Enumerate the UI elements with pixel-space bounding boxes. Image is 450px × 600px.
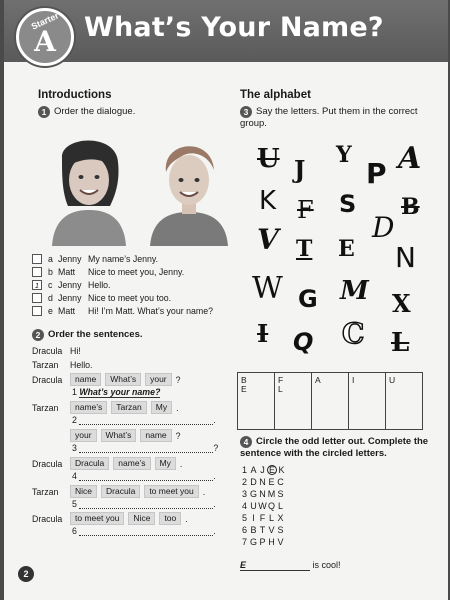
table-cell: L [278,384,283,394]
row-number: 7 [241,537,247,547]
odd-letter[interactable]: J [260,465,265,475]
dialogue-speaker: Matt [58,306,76,316]
exercise-4-text: Circle the odd letter out. Complete the sentence with the circled letters. [240,436,429,459]
exercise-3-text: Say the letters. Put them in the correct group. [240,106,418,129]
dialogue-row [32,292,171,304]
alphabet-letter: B [401,194,420,220]
dialogue-line: Nice to meet you too. [88,293,172,303]
alphabet-letter: S [339,190,357,218]
exercise-2-number: 2 [32,329,44,341]
alphabet-letter: K [259,186,277,216]
exercise-1-text: Order the dialogue. [54,106,136,117]
word-chip[interactable]: My [151,401,172,414]
word-chip[interactable]: What’s [105,373,141,386]
dialogue-line: Hello. [88,280,111,290]
answer-blank[interactable] [79,535,213,536]
workbook-page [4,0,448,600]
sentence-end-mark: . [202,486,206,497]
odd-letter-row [240,525,285,536]
answer-number: 1 [72,387,77,397]
odd-letter[interactable]: N [259,489,266,499]
alphabet-letter: U [257,144,280,174]
badge-ring-text: Starter [29,10,61,32]
odd-letter[interactable]: E [268,477,275,487]
odd-letter[interactable]: S [277,525,284,535]
sentence-end: is cool! [312,560,341,570]
sentence-row [32,512,188,525]
odd-letter[interactable]: M [267,489,276,499]
word-chip[interactable]: your [145,373,172,386]
order-box[interactable] [32,306,42,316]
odd-letter[interactable]: V [277,537,284,547]
speaker-name: Dracula [32,458,63,469]
answer-line-1 [72,387,160,397]
answer-end-mark: . [213,499,216,509]
word-chip[interactable]: your [70,429,97,442]
odd-letter[interactable]: L [268,513,274,523]
order-box[interactable] [32,267,42,277]
order-box[interactable] [32,254,42,264]
alphabet-letter: W [252,271,283,306]
answer-number: 2 [72,415,77,425]
odd-letter[interactable]: Q [267,501,275,511]
answer-line-5[interactable] [72,499,216,509]
table-header-cell: A [312,373,349,430]
odd-letter-row [240,465,286,476]
word-chip[interactable]: Dracula [101,485,140,498]
answer-end-mark: ? [213,443,219,453]
odd-letter[interactable]: L [277,501,283,511]
introductions-heading: Introductions [38,89,112,101]
answer-blank[interactable] [79,452,213,453]
alphabet-letter: M [340,276,369,306]
dialogue-speaker: Jenny [58,254,82,264]
alphabet-letter: G [298,285,318,313]
table-cell: E [241,384,247,394]
exercise-4-number: 4 [240,436,252,448]
odd-letter[interactable]: G [249,537,257,547]
word-chip[interactable]: What’s [101,429,137,442]
odd-letter[interactable]: E [268,465,275,475]
word-chip[interactable]: name’s [113,457,150,470]
alphabet-letter: Q [293,328,314,356]
dialogue-letter: e [48,306,53,316]
sentence-end-mark: ? [175,430,181,441]
row-number: 6 [241,525,247,535]
word-chip[interactable]: name [70,373,101,386]
speaker-name: Tarzan [32,359,59,370]
answer-number: 3 [72,443,77,453]
dialogue-speaker: Jenny [58,293,82,303]
odd-letter[interactable]: X [277,513,284,523]
dialogue-row [32,266,184,278]
answer-end-mark: . [213,526,216,536]
alphabet-letter: C [342,317,365,350]
alphabet-heading: The alphabet [240,89,311,101]
exercise-2-text: Order the sentences. [48,329,143,340]
table-header-cell: F [275,373,312,430]
odd-letter[interactable]: W [258,501,267,511]
example-answer: What’s your name? [79,387,161,397]
speaker-name: Dracula [32,374,63,385]
odd-letter[interactable]: I [252,513,255,523]
word-chip[interactable]: My [155,457,176,470]
alphabet-letter: P [366,157,387,190]
odd-letter[interactable]: S [277,489,284,499]
title-banner [4,0,448,62]
boy-photo [146,130,232,246]
word-chip[interactable]: Nice [70,485,97,498]
alphabet-letter: I [257,319,269,348]
table-header-cell: U [386,373,423,430]
word-chip[interactable]: too [159,512,181,525]
alphabet-letter: N [395,241,416,274]
speaker-name: Tarzan [32,486,59,497]
answer-end-mark: . [213,471,216,481]
row-number: 4 [241,501,247,511]
odd-letter[interactable]: D [250,477,257,487]
word-chip[interactable]: name’s [70,401,107,414]
girl-photo [46,130,132,246]
letter-groups-table [237,372,423,430]
alphabet-letter: T [296,236,313,262]
speaker-name: Dracula [32,513,63,524]
speaker-name: Dracula [32,345,63,356]
dialogue-speaker: Jenny [58,280,82,290]
odd-letter[interactable]: N [259,477,266,487]
table-header-cell: I [349,373,386,430]
word-chip[interactable]: Nice [128,512,155,525]
odd-letter[interactable]: H [268,537,275,547]
alphabet-letter: D [372,211,395,244]
alphabet-letter: X [392,289,411,318]
odd-letter[interactable]: P [259,537,266,547]
dialogue-line: Nice to meet you, Jenny. [88,267,185,277]
alphabet-letter: F [297,196,314,224]
dialogue-line: My name’s Jenny. [88,254,159,264]
alphabet-letter: L [391,328,410,358]
dialogue-line: Hi! I’m Matt. What’s your name? [88,306,213,316]
answer-number: 4 [72,471,77,481]
answer-number: 6 [72,526,77,536]
alphabet-letter: J [294,155,306,184]
dialogue-letter: b [48,267,53,277]
sentence-end-mark: ? [175,374,181,385]
answer-number: 5 [72,499,77,509]
odd-letter-row [240,489,285,500]
exercise-3-number: 3 [240,106,252,118]
exercise-2-instruction [32,329,143,341]
sentence-text: Hello. [70,359,93,370]
odd-letter[interactable]: T [259,525,266,535]
dialogue-row [32,253,158,265]
sentence-text: Hi! [70,345,81,356]
answer-blank[interactable] [79,424,213,425]
dialogue-speaker: Matt [58,267,76,277]
sentence-end-mark: . [179,458,183,469]
sentence-row [32,344,81,357]
sentence-row [32,457,182,470]
answer-end-mark: . [213,415,216,425]
dialogue-letter: a [48,254,53,264]
row-number: 2 [241,477,247,487]
final-sentence [240,560,341,571]
dialogue-row [32,279,111,291]
sentence-row [32,401,179,414]
odd-letter[interactable]: U [250,501,257,511]
odd-letter[interactable]: C [277,477,284,487]
odd-letter[interactable]: B [250,525,257,535]
odd-letter[interactable]: K [278,465,285,475]
word-chip[interactable]: name [140,429,171,442]
alphabet-letter: E [338,236,355,262]
sentence-end-mark: . [185,513,188,524]
row-number: 3 [241,489,247,499]
row-number: 5 [241,513,247,523]
word-chip[interactable]: to meet you [144,485,198,498]
sentence-answer-blank[interactable]: E [240,560,310,571]
sentence-row [32,358,93,371]
sentence-row [32,373,181,386]
answer-line-3[interactable] [72,443,218,453]
answer-line-2[interactable] [72,415,216,425]
badge-letter: A [34,25,56,58]
table-header-cell: B [238,373,275,430]
answer-line-4[interactable] [72,471,216,481]
exercise-4-instruction [240,436,434,460]
exercise-1-number: 1 [38,106,50,118]
odd-letter[interactable]: F [259,513,266,523]
answer-blank[interactable] [79,480,213,481]
alphabet-letter: A [398,141,422,176]
page-title: What’s Your Name? [84,12,384,43]
sentence-row [32,485,205,498]
odd-letter-row [240,477,285,488]
exercise-3-instruction [240,106,430,130]
page-number: 2 [18,566,34,582]
odd-letter[interactable]: V [268,525,275,535]
word-chip[interactable]: Dracula [70,457,109,470]
odd-letter-row [240,501,285,512]
answer-blank[interactable] [79,508,213,509]
speaker-name: Tarzan [32,402,59,413]
dialogue-letter: d [48,293,53,303]
odd-letter[interactable]: G [249,489,257,499]
odd-letter-row [240,537,285,548]
dialogue-letter: c [48,280,53,290]
order-box[interactable] [32,293,42,303]
starter-badge [16,8,74,66]
word-chip[interactable]: Tarzan [111,401,147,414]
sentence-row [70,429,181,442]
exercise-1-instruction [38,106,135,118]
row-number: 1 [241,465,247,475]
odd-letter-row [240,513,285,524]
sentence-end-mark: . [176,402,179,413]
odd-letter[interactable]: A [250,465,257,475]
alphabet-letter: Y [336,142,352,168]
dialogue-row [32,305,213,317]
answer-line-6[interactable] [72,526,216,536]
word-chip[interactable]: to meet you [70,512,124,525]
order-box[interactable]: 1 [32,280,42,290]
alphabet-letter: V [257,223,279,256]
